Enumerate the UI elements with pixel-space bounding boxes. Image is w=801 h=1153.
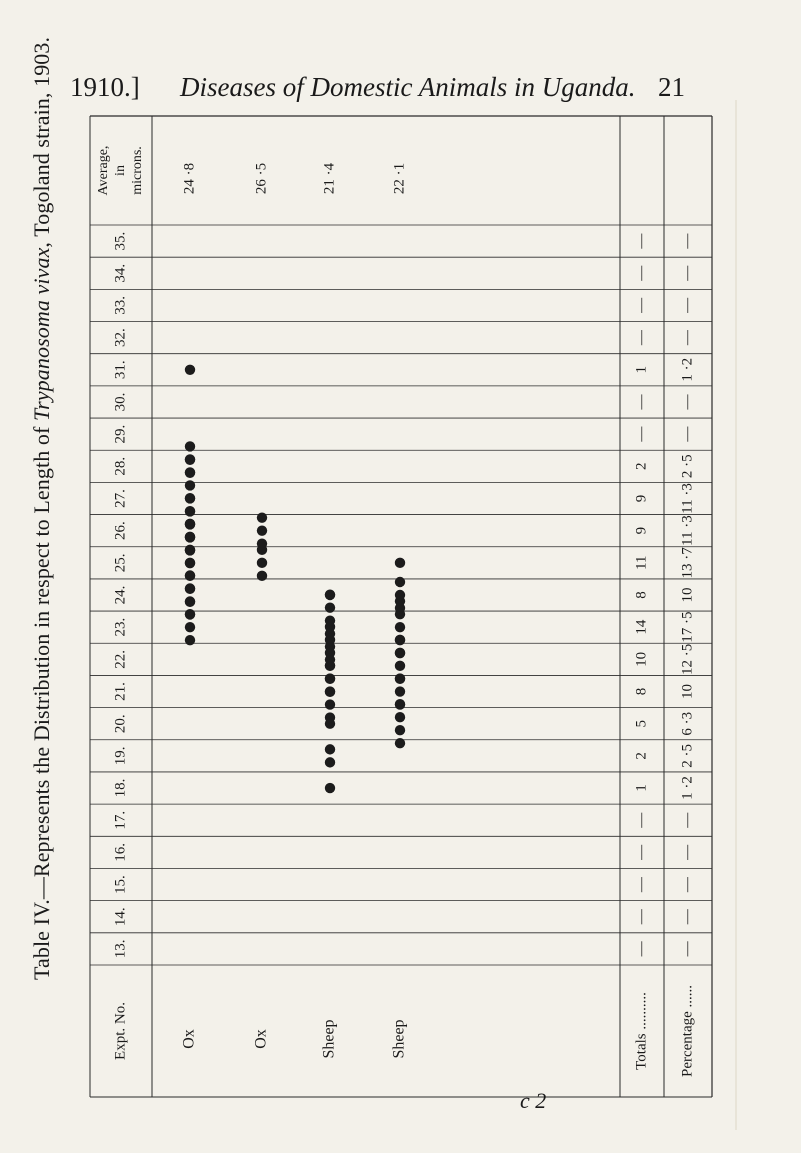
trypanosome-count-dot — [185, 545, 195, 555]
header-length-bin: 23. — [112, 617, 129, 637]
header-length-bin: 13. — [112, 939, 129, 959]
row-expt-label: Ox — [180, 1029, 198, 1049]
percentage-label: Percentage ...... — [679, 984, 696, 1078]
trypanosome-count-dot — [185, 609, 195, 619]
trypanosome-count-dot — [395, 648, 405, 658]
percentage-value: — — [679, 877, 696, 893]
trypanosome-count-dot — [395, 635, 405, 645]
percentage-value: 11 ·3 — [679, 483, 696, 514]
header-length-bin: 20. — [112, 714, 129, 734]
trypanosome-count-dot — [325, 687, 335, 697]
header-length-bin: 27. — [112, 489, 129, 508]
percentage-value: 2 ·5 — [679, 454, 696, 479]
trypanosome-count-dot — [185, 480, 195, 490]
header-average-unit: microns. — [130, 146, 146, 195]
header-length-bin: 28. — [112, 456, 129, 476]
trypanosome-count-dot — [395, 674, 405, 684]
total-value: 9 — [633, 526, 650, 535]
total-value: 8 — [633, 591, 650, 599]
header-page-number: 21 — [658, 72, 685, 102]
total-value: — — [633, 941, 650, 957]
trypanosome-count-dot — [325, 654, 335, 664]
total-value: — — [633, 909, 650, 925]
trypanosome-count-dot — [257, 512, 267, 522]
header-length-bin: 14. — [112, 907, 129, 927]
trypanosome-count-dot — [395, 577, 405, 587]
total-value: 2 — [633, 752, 650, 760]
total-value: — — [633, 265, 650, 281]
trypanosome-count-dot — [185, 493, 195, 503]
header-length-bin: 21. — [112, 682, 129, 701]
row-average-value: 22 ·1 — [391, 162, 408, 195]
caption-species: Trypanosoma vivax — [29, 247, 54, 421]
total-value: — — [633, 394, 650, 410]
percentage-value: 10 — [679, 684, 696, 700]
trypanosome-count-dot — [325, 744, 335, 754]
percentage-value: 1 ·2 — [679, 357, 696, 382]
percentage-value: — — [679, 812, 696, 828]
trypanosome-count-dot — [185, 597, 195, 607]
percentage-value: — — [679, 233, 696, 249]
totals-label: Totals .......... — [633, 992, 650, 1070]
trypanosome-count-dot — [185, 441, 195, 451]
total-value: 1 — [633, 366, 650, 374]
trypanosome-count-dot — [325, 602, 335, 612]
trypanosome-count-dot — [257, 538, 267, 548]
header-length-bin: 22. — [112, 649, 129, 669]
trypanosome-count-dot — [257, 571, 267, 581]
trypanosome-count-dot — [325, 699, 335, 709]
percentage-value: — — [679, 297, 696, 313]
header-average: Average, — [96, 145, 112, 196]
trypanosome-count-dot — [185, 622, 195, 632]
total-value: — — [633, 844, 650, 860]
header-length-bin: 18. — [112, 778, 129, 798]
row-average-value: 24 ·8 — [181, 162, 198, 195]
total-value: 2 — [633, 462, 650, 471]
total-value: — — [633, 812, 650, 828]
total-value: 10 — [633, 651, 650, 667]
trypanosome-count-dot — [395, 590, 405, 600]
trypanosome-count-dot — [185, 571, 195, 581]
trypanosome-count-dot — [185, 506, 195, 516]
total-value: 8 — [633, 687, 650, 696]
trypanosome-count-dot — [325, 615, 335, 625]
header-title: Diseases of Domestic Animals in Uganda. — [180, 72, 636, 102]
trypanosome-count-dot — [325, 628, 335, 638]
header-length-bin: 31. — [112, 360, 129, 380]
percentage-value: 13 ·7 — [679, 547, 696, 579]
total-value: — — [633, 297, 650, 313]
trypanosome-count-dot — [395, 622, 405, 632]
total-value: — — [633, 877, 650, 893]
header-length-bin: 29. — [112, 424, 129, 444]
header-length-bin: 34. — [112, 263, 129, 283]
total-value: 11 — [633, 555, 650, 571]
percentage-value: — — [679, 909, 696, 925]
row-expt-label: Ox — [252, 1029, 270, 1049]
percentage-value: — — [679, 844, 696, 860]
percentage-value: — — [679, 265, 696, 281]
percentage-value: 1 ·2 — [679, 776, 696, 800]
header-average-in: in — [113, 165, 129, 176]
total-value: 1 — [633, 784, 650, 792]
percentage-value: 6 ·3 — [679, 711, 696, 736]
total-value: — — [633, 233, 650, 249]
percentage-value: — — [679, 330, 696, 346]
header-year: 1910.] — [70, 72, 140, 102]
trypanosome-count-dot — [395, 712, 405, 722]
header-length-bin: 35. — [112, 231, 129, 251]
caption-prefix: Table IV.—Represents the Distribution in respect to Length of — [29, 420, 54, 980]
row-expt-label: Sheep — [320, 1019, 338, 1059]
caption-suffix: , Togoland strain, 1903. — [29, 36, 54, 248]
percentage-value: — — [679, 426, 696, 442]
trypanosome-count-dot — [325, 674, 335, 684]
total-value: — — [633, 426, 650, 442]
trypanosome-count-dot — [185, 584, 195, 594]
trypanosome-count-dot — [325, 641, 335, 651]
row-average-value: 26 ·5 — [253, 162, 270, 195]
trypanosome-count-dot — [257, 558, 267, 568]
total-value: — — [633, 330, 650, 346]
trypanosome-count-dot — [185, 365, 195, 375]
percentage-value: — — [679, 941, 696, 957]
total-value: 5 — [633, 719, 650, 728]
percentage-value: 10 — [679, 587, 696, 603]
trypanosome-count-dot — [185, 455, 195, 465]
trypanosome-count-dot — [395, 738, 405, 748]
header-length-bin: 33. — [112, 296, 129, 315]
header-length-bin: 19. — [112, 746, 129, 766]
header-length-bin: 16. — [112, 843, 129, 862]
row-expt-label: Sheep — [390, 1019, 408, 1059]
percentage-value: 2 ·5 — [679, 743, 696, 768]
trypanosome-count-dot — [395, 686, 405, 696]
trypanosome-count-dot — [185, 532, 195, 542]
header-length-bin: 17. — [112, 810, 129, 830]
header-expt-no: Expt. No. — [112, 1002, 129, 1060]
trypanosome-count-dot — [395, 558, 405, 568]
percentage-value: 17 ·5 — [679, 611, 696, 643]
trypanosome-count-dot — [395, 661, 405, 671]
trypanosome-count-dot — [395, 603, 405, 613]
trypanosome-count-dot — [185, 635, 195, 645]
header-length-bin: 32. — [112, 328, 129, 347]
percentage-value: 11 ·3 — [679, 515, 696, 547]
header-length-bin: 24. — [112, 585, 129, 605]
trypanosome-count-dot — [185, 468, 195, 478]
trypanosome-count-dot — [395, 699, 405, 709]
header-length-bin: 25. — [112, 553, 129, 573]
percentage-value: — — [679, 394, 696, 410]
header-length-bin: 15. — [112, 875, 129, 894]
page-margin-mark — [735, 100, 737, 1130]
trypanosome-count-dot — [325, 712, 335, 722]
trypanosome-count-dot — [325, 757, 335, 767]
folio-signature: c 2 — [520, 1088, 547, 1113]
trypanosome-count-dot — [185, 558, 195, 568]
trypanosome-count-dot — [325, 783, 335, 793]
header-length-bin: 30. — [112, 392, 129, 412]
total-value: 14 — [633, 619, 650, 635]
total-value: 9 — [633, 494, 650, 503]
trypanosome-count-dot — [325, 590, 335, 600]
trypanosome-count-dot — [185, 519, 195, 529]
header-length-bin: 26. — [112, 521, 129, 541]
row-average-value: 21 ·4 — [321, 162, 338, 195]
percentage-value: 12 ·5 — [679, 643, 696, 675]
trypanosome-count-dot — [257, 525, 267, 535]
trypanosome-count-dot — [395, 725, 405, 735]
